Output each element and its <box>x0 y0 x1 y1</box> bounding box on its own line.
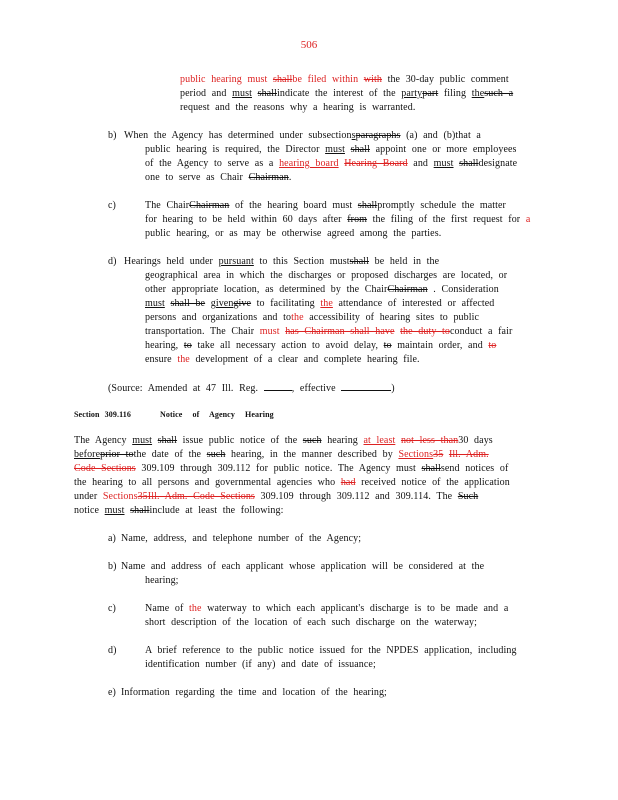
list-d-line-1: A brief reference to the public notice issued for the NPDES application, including <box>145 645 517 656</box>
list-c-line-1: Name of the waterway to which each applicant's discharge is to be made and a <box>145 603 509 614</box>
item-b-line-1: When the Agency has determined under subsectionsparagraphs (a) and (b)that a <box>124 130 481 141</box>
list-b-line-2: hearing; <box>145 575 179 586</box>
list-e-text: Information regarding the time and location of the hearing; <box>121 687 387 698</box>
item-c-line-1: The ChairChairman of the hearing board must shallpromptly schedule the matter <box>145 200 506 211</box>
item-d-line-5: persons and organizations and tothe accessibility of hearing sites to public <box>145 312 480 323</box>
item-d-line-4: must shall be givengive to facilitating the attendance of interested or affected <box>145 298 495 309</box>
notice-line-1: The Agency must shall issue public notice of the such hearing at least not less than30 days <box>74 435 493 446</box>
list-b-line-1: Name and address of each applicant whose application will be considered at the <box>121 561 485 572</box>
section-number: Section 309.116 <box>74 410 131 419</box>
source-note: (Source: Amended at 47 Ill. Reg. , effective ) <box>108 380 395 397</box>
item-d-line-1: Hearings held under pursuant to this Section mustshall be held in the <box>124 256 440 267</box>
item-d-line-8: ensure the development of a clear and complete hearing file. <box>145 354 420 365</box>
item-b-line-4: one to serve as Chair Chairman. <box>145 172 292 183</box>
list-d-line-2: identification number (if any) and date of issuance; <box>145 659 376 670</box>
list-e-label: e) <box>108 687 116 698</box>
list-c-label: c) <box>108 603 116 614</box>
top-paragraph-line-3: request and the reasons why a hearing is warranted. <box>180 102 416 113</box>
item-d-line-3: other appropriate location, as determined by the ChairChairman . Consideration <box>145 284 499 295</box>
notice-line-4: the hearing to all persons and governmental agencies who had received notice of the application <box>74 477 510 488</box>
top-paragraph-line-2: period and must shallindicate the interest of the partypart filing thesuch a <box>180 88 514 99</box>
list-c-line-2: short description of the location of each such discharge on the waterway; <box>145 617 477 628</box>
page-number: 506 <box>300 39 318 51</box>
item-b-line-3: of the Agency to serve as a hearing board Hearing Board and must shalldesignate <box>145 158 518 169</box>
item-c-line-3: public hearing, or as may be otherwise agreed among the parties. <box>145 228 442 239</box>
notice-line-3: Code Sections 309.109 through 309.112 for public notice. The Agency must shallsend notices of <box>74 463 509 474</box>
item-b-label: b) <box>108 130 117 141</box>
section-title: Notice of Agency Hearing <box>160 410 274 419</box>
item-d-line-6: transportation. The Chair must has Chairman shall have the duty toconduct a fair <box>145 326 513 337</box>
notice-line-6: notice must shallinclude at least the following: <box>74 505 284 516</box>
notice-line-5: under Sections35Ill. Adm. Code Sections 309.109 through 309.112 and 309.114. The Such <box>74 491 479 502</box>
item-d-label: d) <box>108 256 117 267</box>
list-d-label: d) <box>108 645 117 656</box>
item-d-line-7: hearing, to take all necessary action to avoid delay, to maintain order, and to <box>145 340 497 351</box>
item-c-line-2: for hearing to be held within 60 days after from the filing of the first request for a <box>145 214 531 225</box>
list-b-label: b) <box>108 561 117 572</box>
item-d-line-2: geographical area in which the discharges or proposed discharges are located, or <box>145 270 508 281</box>
item-c-label: c) <box>108 200 116 211</box>
list-a-text: Name, address, and telephone number of the Agency; <box>121 533 362 544</box>
list-a-label: a) <box>108 533 116 544</box>
top-paragraph-line-1: public hearing must shallbe filed within with the 30-day public comment <box>180 74 509 85</box>
item-b-line-2: public hearing is required, the Director must shall appoint one or more employees <box>145 144 517 155</box>
notice-line-2: beforeprior tothe date of the such hearing, in the manner described by Sections35 Ill. Adm. <box>74 449 489 460</box>
